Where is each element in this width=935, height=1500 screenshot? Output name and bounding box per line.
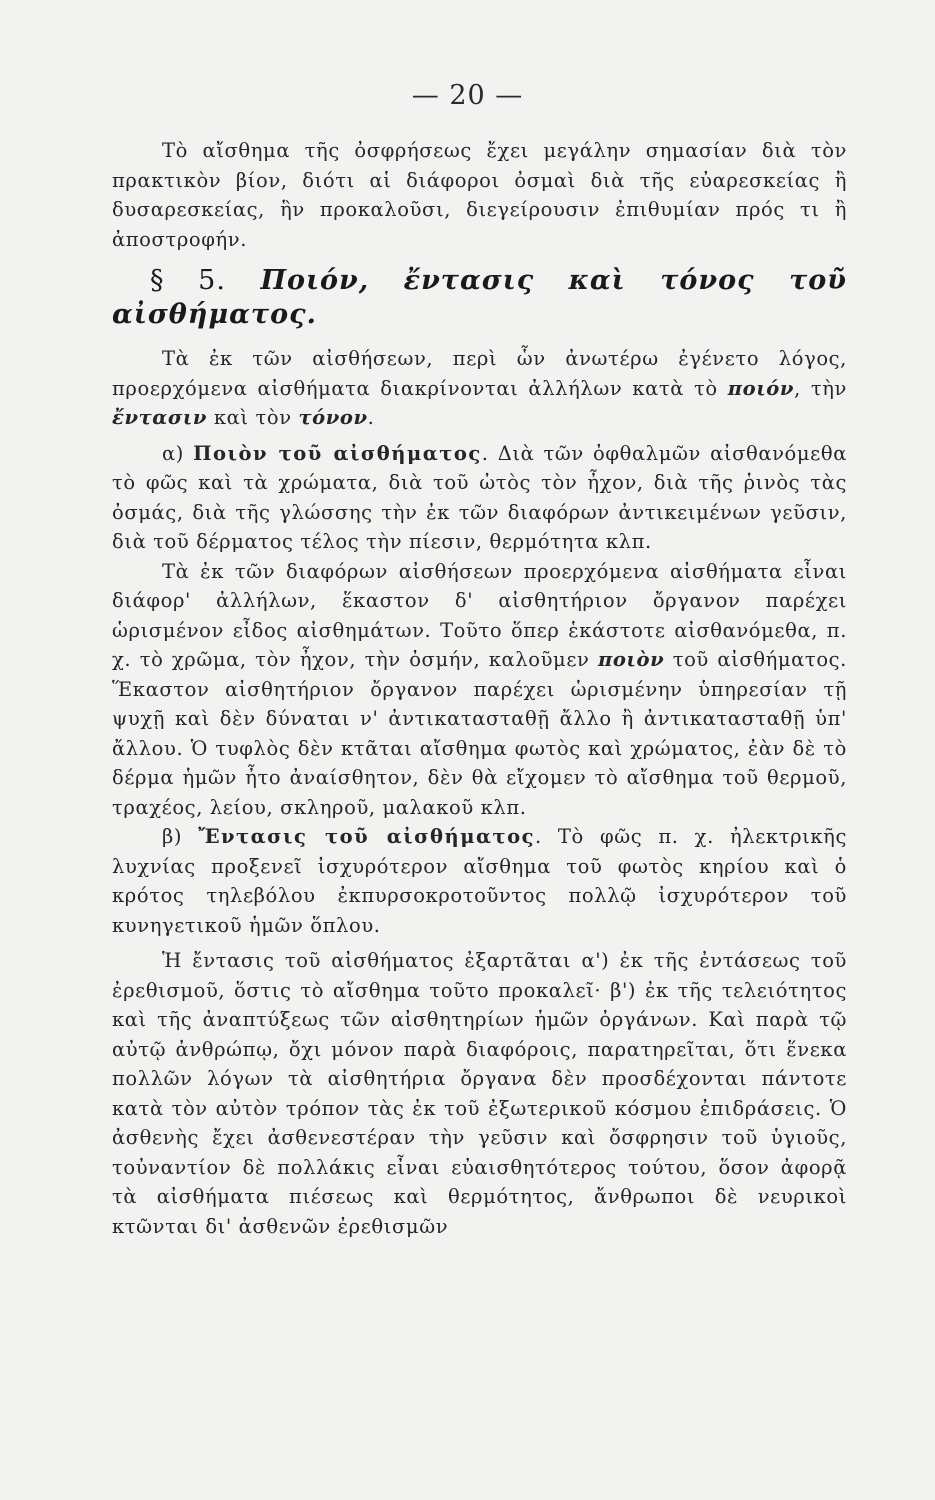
section-title: Ποιόν, ἔντασις καὶ τόνος τοῦ αἰσθήματος. bbox=[112, 265, 847, 330]
paragraph-intensity bbox=[112, 822, 847, 940]
intro-sep-1: , τὴν bbox=[794, 376, 847, 400]
intro-end: . bbox=[367, 406, 375, 429]
section-heading bbox=[112, 264, 847, 332]
paragraph-quality bbox=[112, 439, 847, 557]
page-number: — 20 — bbox=[411, 80, 524, 111]
paragraph-smell: Τὸ αἴσθημα τῆς ὀσφρήσεως ἔχει μεγάλην σημασίαν διὰ τὸν πρακτικὸν βίον, διότι αἱ διάφοροι ὀσμαὶ διὰ τῆς εὐαρεσκείας ἢ δυσαρεσκείας, ἣν προκαλοῦσι, διεγείρουσιν ἐπιθυμίαν πρός τι ἢ ἀποστροφήν. bbox=[112, 139, 847, 251]
body-text bbox=[112, 136, 847, 1241]
paragraph-intro bbox=[112, 344, 847, 433]
term-quality-2: ποιὸν bbox=[597, 648, 665, 671]
term-quality: ποιόν bbox=[727, 376, 795, 400]
quality2-text: Τὰ ἐκ τῶν διαφόρων αἰσθήσεων προερχόμενα αἰσθήματα εἶναι διάφορ' ἀλλήλων, ἕκαστον δ' αἰσθητήριον ὄργανον παρέχει ὡρισμένον εἶδος αἰσθημάτων. Τοῦτο ὅπερ ἑκάστοτε αἰσθανόμεθα, π. χ. τὸ χρῶμα, τὸν ἦχον, τὴν ὀσμήν, καλοῦμεν bbox=[112, 559, 847, 671]
quality2-end: τοῦ αἰσθήματος. Ἕκαστον αἰσθητήριον ὄργανον παρέχει ὡρισμένην ὑπηρεσίαν τῇ ψυχῇ καὶ δὲν δύναται ν' ἀντικατασταθῇ ἄλλο ἢ ἀντικατασταθῇ ὑπ' ἄλλου. Ὁ τυφλὸς δὲν κτᾶται αἴσθημα φωτὸς καὶ χρώματος, ἐὰν δὲ τὸ δέρμα ἡμῶν ἦτο ἀναίσθητον, δὲν θὰ εἴχομεν τὸ αἴσθημα τοῦ θερμοῦ, τραχέος, λείου, σκληροῦ, μαλακοῦ κλπ. bbox=[112, 648, 847, 819]
paragraph-quality-2 bbox=[112, 557, 847, 823]
term-intensity: ἔντασιν bbox=[112, 406, 208, 429]
intensity-text: . Τὸ φῶς π. χ. ἠλεκτρικῆς λυχνίας προξενεῖ ἰσχυρότερον αἴσθημα τοῦ φωτὸς κηρίου καὶ ὁ κρότος τηλεβόλου ἐκπυρσοκροτοῦντος πολλῷ ἰσχυρότερον τοῦ κυνηγετικοῦ ἡμῶν ὅπλου. bbox=[112, 825, 847, 937]
paragraph-intensity-2: Ἡ ἔντασις τοῦ αἰσθήματος ἐξαρτᾶται α') ἐκ τῆς ἐντάσεως τοῦ ἐρεθισμοῦ, ὅστις τὸ αἴσθημα τοῦτο προκαλεῖ· β') ἐκ τῆς τελειότητος καὶ τῆς ἀναπτύξεως τῶν αἰσθητηρίων ἡμῶν ὀργάνων. Καὶ παρὰ τῷ αὐτῷ ἀνθρώπῳ, ὄχι μόνον παρὰ διαφόροις, παρατηρεῖται, ὅτι ἕνεκα πολλῶν λόγων τὰ αἰσθητήρια ὄργανα δὲν προσδέχονται πάντοτε κατὰ τὸν αὐτὸν τρόπον τὰς ἐκ τοῦ ἐξωτερικοῦ κόσμου ἐπιδράσεις. Ὁ ἀσθενὴς ἔχει ἀσθενεστέραν τὴν γεῦσιν καὶ ὄσφρησιν τοῦ ὑγιοῦς, τοὐναντίον δὲ πολλάκις εἶναι εὐαισθητότερος τούτου, ὅσον ἀφορᾷ τὰ αἰσθήματα πιέσεως καὶ θερμότητος, ἄνθρωποι δὲ νευρικοὶ κτῶνται δι' ἀσθενῶν ἐρεθισμῶν bbox=[112, 949, 847, 1238]
subsection-heading-quality: Ποιὸν τοῦ αἰσθήματος bbox=[193, 441, 482, 465]
intro-text: Τὰ ἐκ τῶν αἰσθήσεων, περὶ ὧν ἀνωτέρω ἐγένετο λόγος, προερχόμενα αἰσθήματα διακρίνονται ἀλλήλων κατὰ τὸ bbox=[112, 347, 847, 400]
subsection-label-b: β) bbox=[162, 825, 183, 848]
quality-text: . Διὰ τῶν ὀφθαλμῶν αἰσθανόμεθα τὸ φῶς καὶ τὰ χρώματα, διὰ τοῦ ὠτὸς τὸν ἦχον, διὰ τῆς ῥινὸς τὰς ὀσμάς, διὰ τῆς γλώσσης τὴν ἐκ τῶν διαφόρων ἀντικειμένων γεῦσιν, διὰ τοῦ δέρματος τέλος τὴν πίεσιν, θερμότητα κλπ. bbox=[112, 441, 847, 553]
subsection-heading-intensity: Ἔντασις τοῦ αἰσθήματος bbox=[198, 825, 535, 848]
intro-sep-2: καὶ τὸν bbox=[207, 406, 299, 429]
section-number: § 5. bbox=[150, 265, 226, 296]
subsection-label-a: α) bbox=[162, 441, 184, 465]
term-tone: τόνον bbox=[298, 406, 368, 429]
